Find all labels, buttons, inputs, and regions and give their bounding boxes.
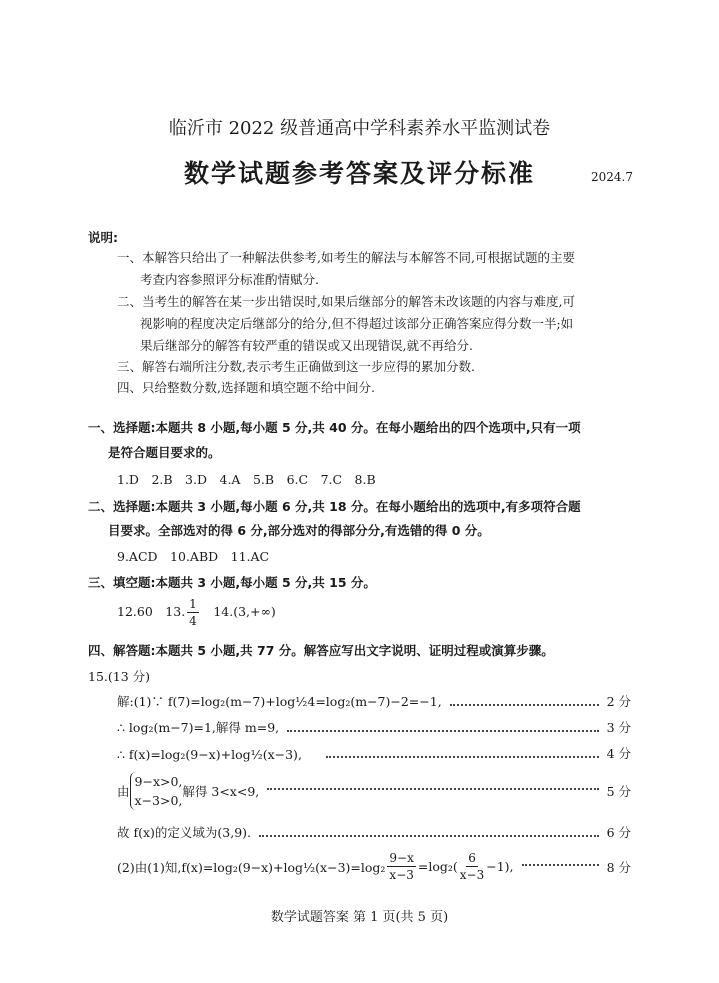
section-2-heading: 二、选择题:本题共 3 小题,每小题 6 分,共 18 分。在每小题给出的选项中,有多项符合题 xyxy=(88,499,581,514)
numerator: 1 xyxy=(189,597,197,611)
step-text: 由 xyxy=(117,784,130,799)
denominator: x−3 xyxy=(389,868,414,882)
step-text: 解:(1)∵ f(7)=log₂(m−7)+log½4=log₂(m−7)−2=−1, xyxy=(117,694,442,709)
answer-14: 14.(3,+∞) xyxy=(200,604,276,619)
fraction xyxy=(460,850,484,883)
section-1-answers: 1.D 2.B 3.D 4.A 5.B 6.C 7.C 8.B xyxy=(117,472,376,487)
fraction xyxy=(187,596,199,629)
condition: x−3>0, xyxy=(134,793,183,808)
step-text: 故 f(x)的定义域为(3,9). xyxy=(117,825,252,840)
note-line: 二、当考生的解答在某一步出错误时,如果后继部分的解答未改该题的内容与难度,可 xyxy=(117,294,575,309)
denominator: 4 xyxy=(189,614,197,628)
note-line: 果后继部分的解答有较严重的错误或又出现错误,就不再给分. xyxy=(140,338,473,353)
step-score: 2 分 xyxy=(606,694,631,709)
note-line: 视影响的程度决定后继部分的给分,但不得超过该部分正确答案应得分数一半;如 xyxy=(140,316,574,331)
page-title: 数学试题参考答案及评分标准 xyxy=(183,159,535,188)
note-line: 三、解答右端所注分数,表示考生正确做到这一步应得的累加分数. xyxy=(117,359,475,374)
notes-label: 说明: xyxy=(88,230,118,245)
section-4-heading: 四、解答题:本题共 5 小题,共 77 分。解答应写出文字说明、证明过程或演算步骤。 xyxy=(88,643,554,658)
solution-step xyxy=(117,823,631,841)
step-score: 6 分 xyxy=(606,825,631,840)
exam-title: 临沂市 2022 级普通高中学科素养水平监测试卷 xyxy=(168,118,551,139)
step-text: =log₂( xyxy=(417,859,458,874)
solution-step xyxy=(117,692,631,710)
solution-step xyxy=(117,772,631,810)
numerator: 9−x xyxy=(389,851,414,865)
step-text: ∴ f(x)=log₂(9−x)+log½(x−3), xyxy=(117,747,302,762)
note-line: 一、本解答只给出了一种解法供参考,如考生的解法与本解答不同,可根据试题的主要 xyxy=(117,250,575,265)
question-15-heading: 15.(13 分) xyxy=(88,669,151,684)
step-text: (2)由(1)知,f(x)=log₂(9−x)+log½(x−3)=log₂ xyxy=(117,859,386,875)
exam-date: 2024.7 xyxy=(591,170,633,184)
section-1-heading-cont: 是符合题目要求的。 xyxy=(108,445,221,460)
answer-12: 12.60 13. xyxy=(117,604,186,619)
section-1-heading: 一、选择题:本题共 8 小题,每小题 5 分,共 40 分。在每小题给出的四个选项中,只有一项 xyxy=(88,420,581,435)
section-2-answers: 9.ACD 10.ABD 11.AC xyxy=(117,549,270,564)
solution-step xyxy=(117,718,631,736)
step-text: ∴ log₂(m−7)=1,解得 m=9, xyxy=(117,720,280,735)
solution-step xyxy=(117,744,631,762)
note-line: 考查内容参照评分标准酌情赋分. xyxy=(140,272,319,287)
inequality-system xyxy=(130,772,183,810)
step-score: 5 分 xyxy=(606,784,631,799)
section-3-answers xyxy=(117,596,276,629)
fraction xyxy=(387,850,415,883)
condition: 9−x>0, xyxy=(134,774,183,789)
step-score: 8 分 xyxy=(606,859,631,875)
step-score: 3 分 xyxy=(606,720,631,735)
step-text: −1), xyxy=(486,859,514,874)
step-score: 4 分 xyxy=(606,746,631,761)
section-2-heading-cont: 目要求。全部选对的得 6 分,部分选对的得部分分,有选错的得 0 分。 xyxy=(108,523,490,538)
section-3-heading: 三、填空题:本题共 3 小题,每小题 5 分,共 15 分。 xyxy=(88,575,376,590)
solution-step xyxy=(117,850,631,883)
step-text: 解得 3<x<9, xyxy=(182,784,260,799)
page-footer: 数学试题答案 第 1 页(共 5 页) xyxy=(270,910,449,925)
denominator: x−3 xyxy=(459,868,485,882)
note-line: 四、只给整数分数,选择题和填空题不给中间分. xyxy=(117,380,375,395)
numerator: 6 xyxy=(468,851,476,865)
